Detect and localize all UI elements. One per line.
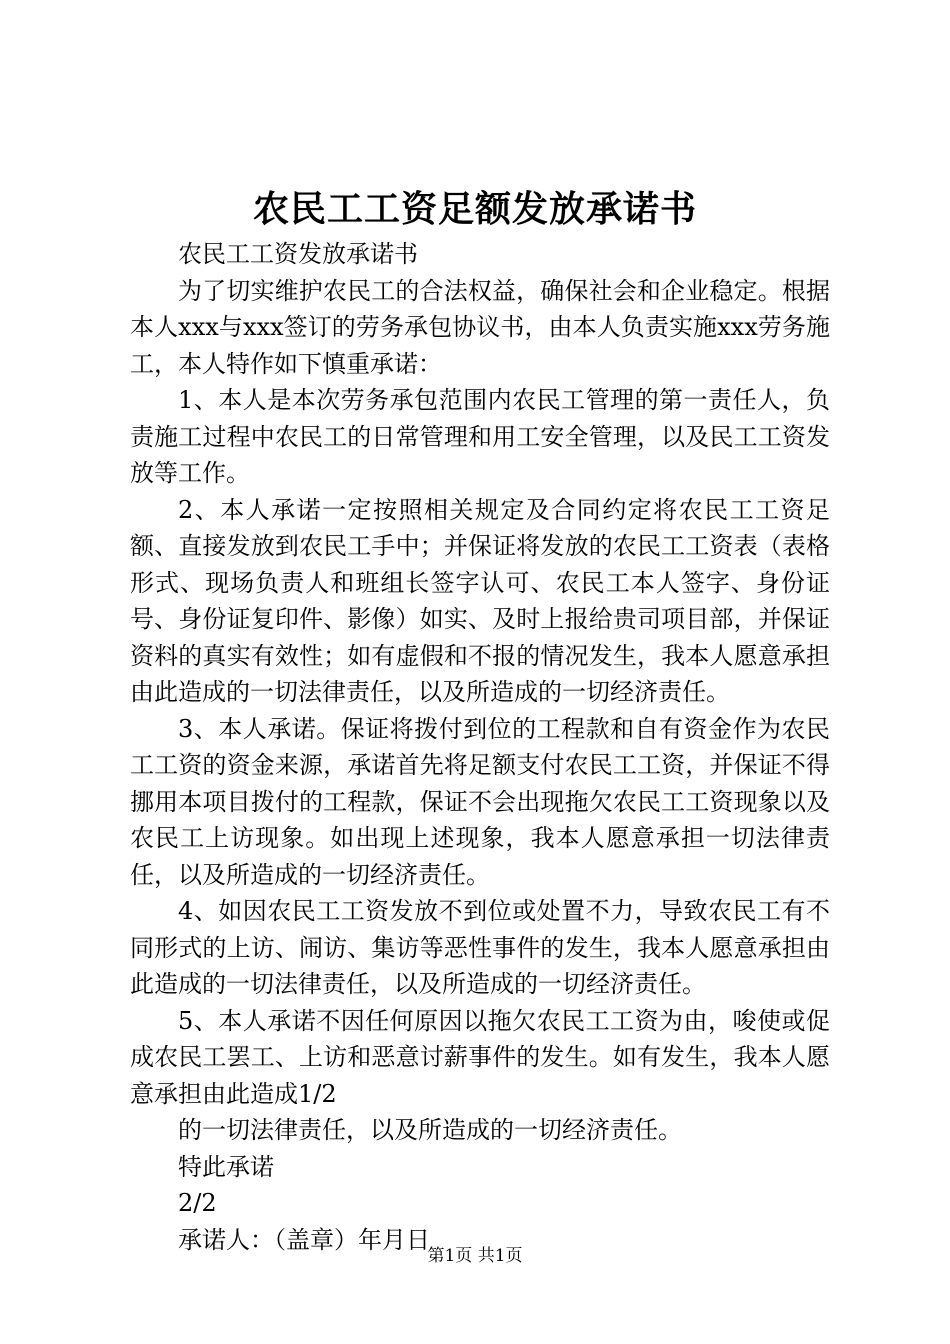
document-body (130, 236, 830, 1258)
document-title: 农民工工资足额发放承诺书 (252, 188, 697, 230)
paragraph-item-5-continued: 的一切法律责任，以及所造成的一切经济责任。 (178, 1116, 682, 1144)
page-marker: 2/2 (178, 1189, 217, 1217)
paragraph-heading: 农民工工资发放承诺书 (178, 240, 418, 268)
paragraph-item-3: 3、本人承诺。保证将拨付到位的工程款和自有资金作为农民工工资的资金来源，承诺首先将足额支付农民工工资，并保证不得挪用本项目拨付的工程款，保证不会出现拖欠农民工工资现象以及农民工上访现象。如出现上述现象，我本人愿意承担一切法律责任，以及所造成的一切经济责任。 (130, 714, 830, 889)
paragraph-item-1: 1、本人是本次劳务承包范围内农民工管理的第一责任人，负责施工过程中农民工的日常管理和用工安全管理，以及民工工资发放等工作。 (130, 386, 830, 487)
paragraph-item-5: 5、本人承诺不因任何原因以拖欠农民工工资为由，唆使或促成农民工罢工、上访和恶意讨薪事件的发生。如有发生，我本人愿意承担由此造成1/2 (130, 1006, 830, 1108)
paragraph-item-2: 2、本人承诺一定按照相关规定及合同约定将农民工工资足额、直接发放到农民工手中；并保证将发放的农民工工资表（表格形式、现场负责人和班组长签字认可、农民工本人签字、身份证号、身份证复印件、影像）如实、及时上报给贵司项目部，并保证资料的真实有效性；如有虚假和不报的情况发生，我本人愿意承担由此造成的一切法律责任，以及所造成的一切经济责任。 (130, 495, 830, 706)
paragraph-closing: 特此承诺 (178, 1152, 274, 1181)
signature-line: 承诺人：（盖章）年月日 (178, 1225, 430, 1254)
page-footer: 第1页 共1页 (427, 1246, 523, 1266)
paragraph-item-4: 4、如因农民工工资发放不到位或处置不力，导致农民工有不同形式的上访、闹访、集访等恶性事件的发生，我本人愿意承担由此造成的一切法律责任，以及所造成的一切经济责任。 (130, 897, 830, 998)
paragraph-intro: 为了切实维护农民工的合法权益，确保社会和企业稳定。根据本人xxx与xxx签订的劳务承包协议书，由本人负责实施xxx劳务施工，本人特作如下慎重承诺： (130, 276, 830, 378)
